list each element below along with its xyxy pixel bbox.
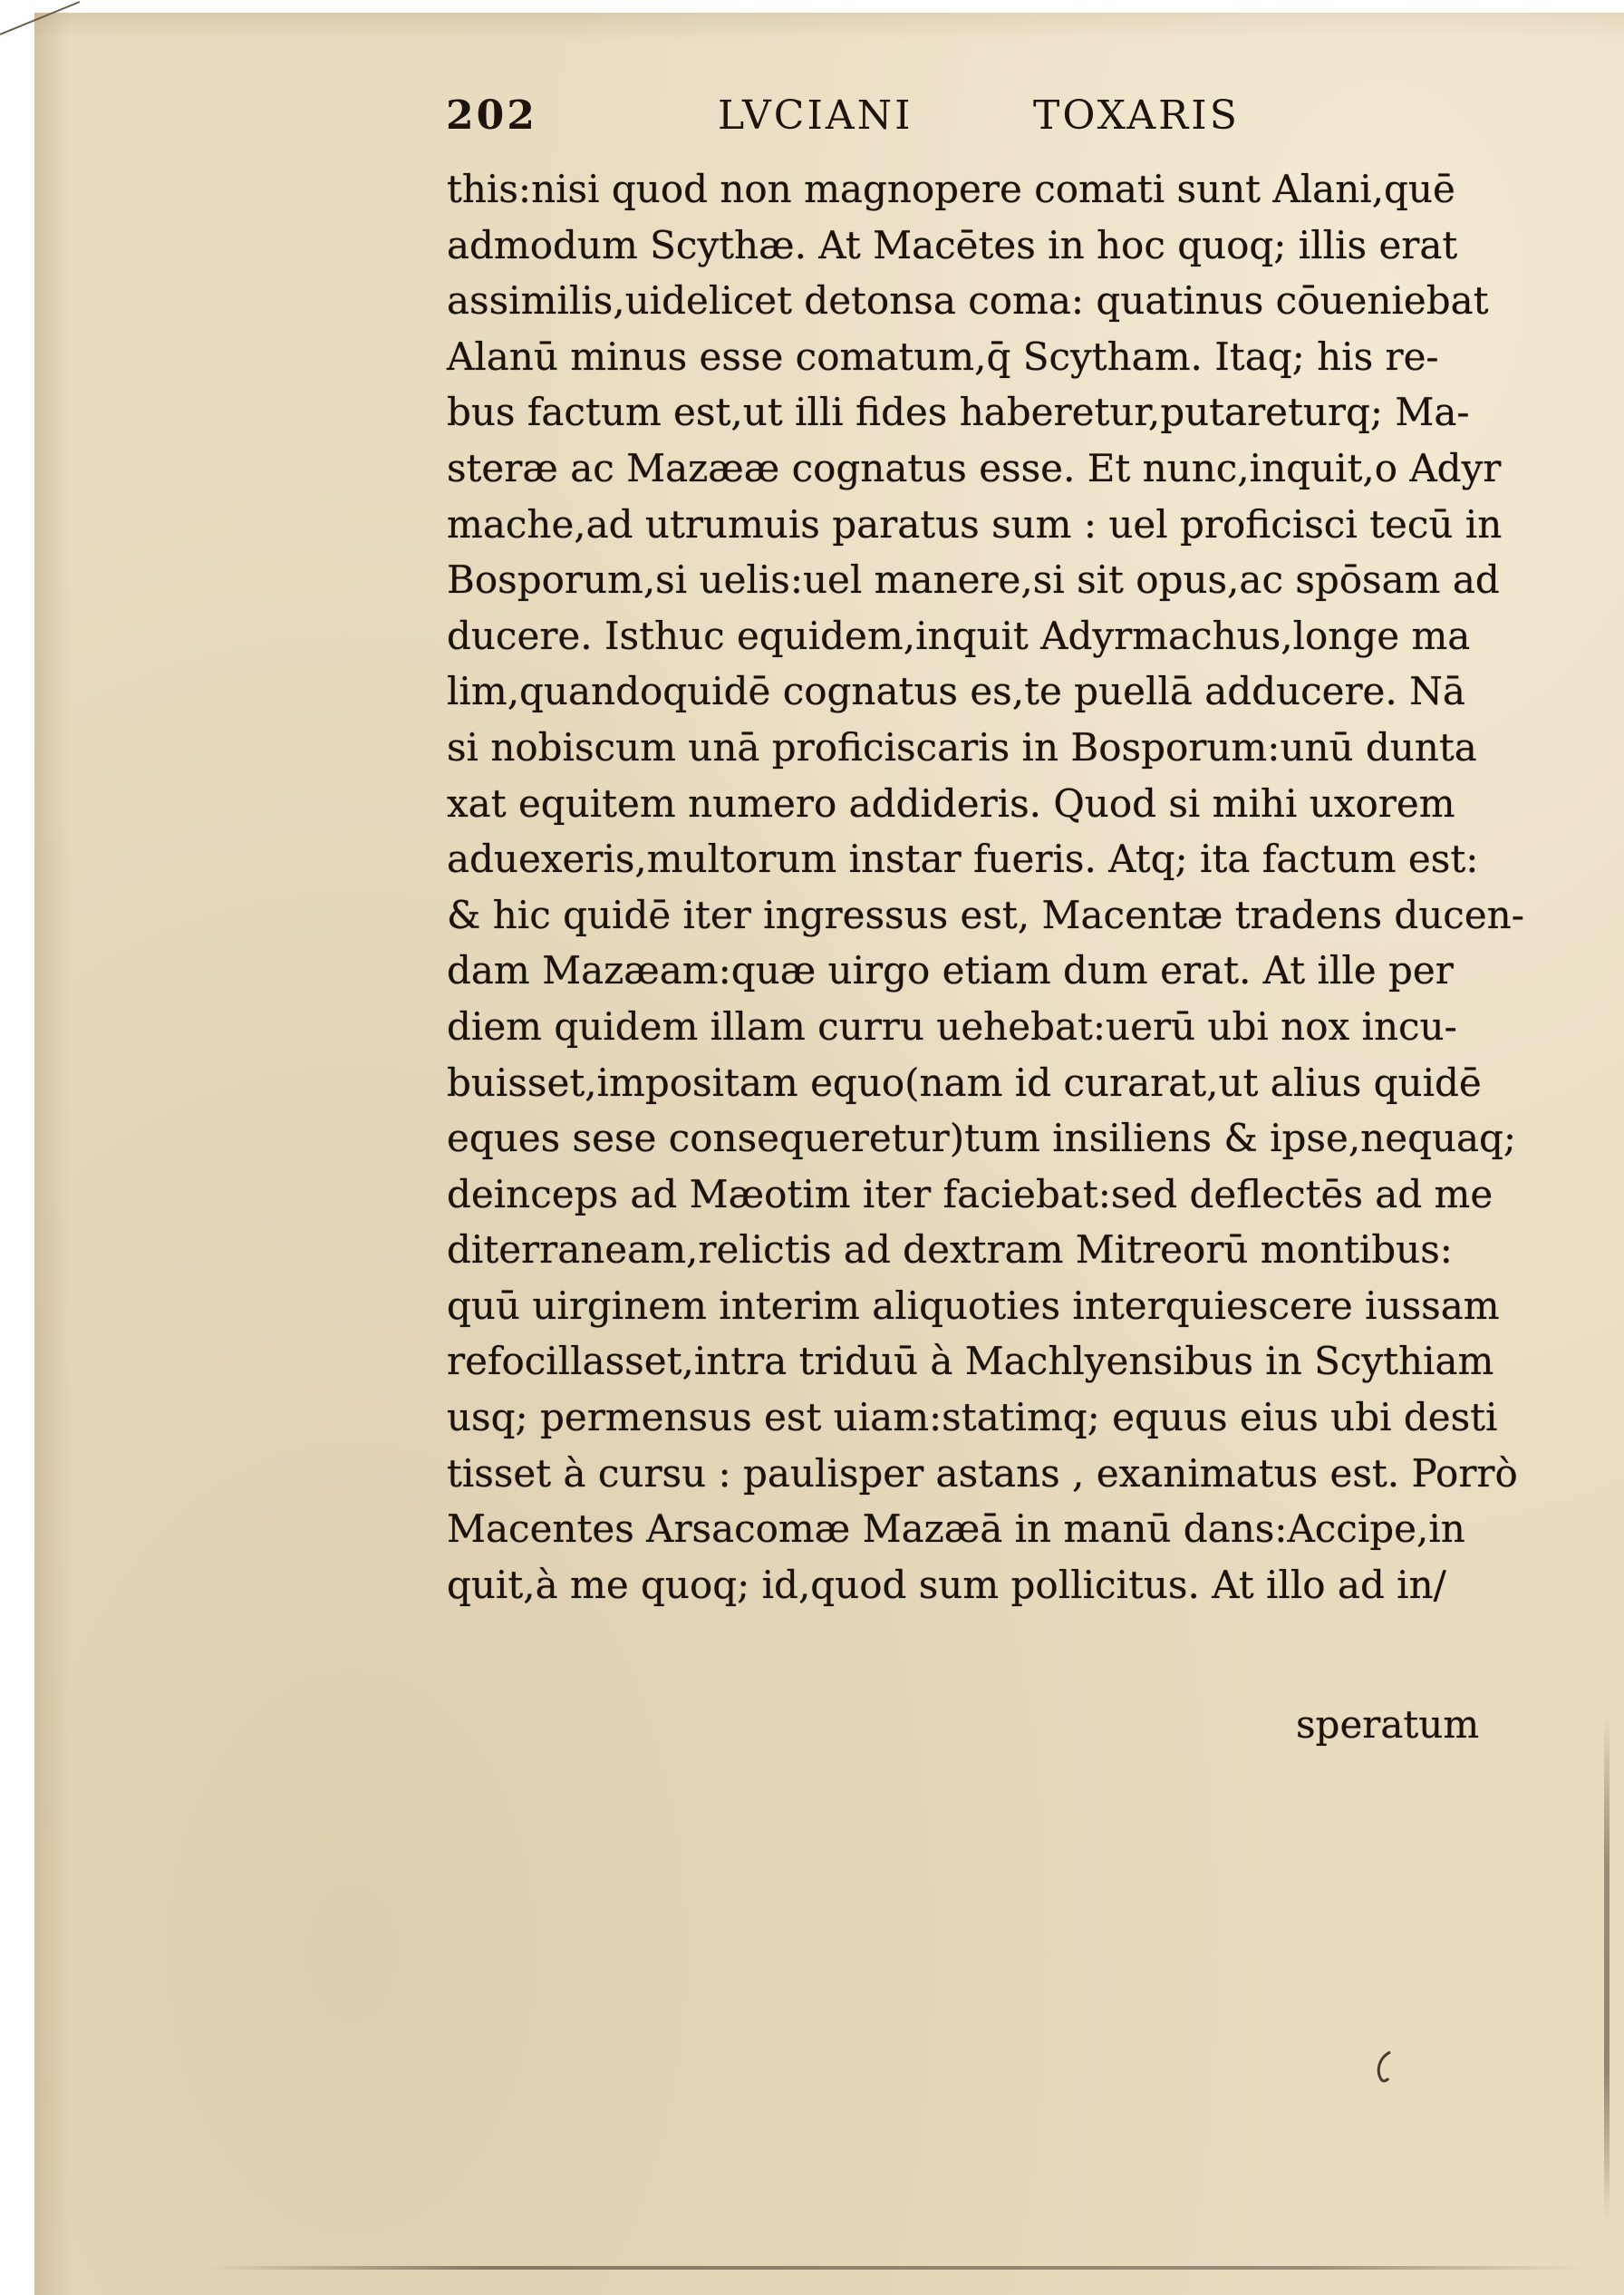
text-line: diem quidem illam curru uehebat:uerū ubi nox incu- (447, 1003, 1457, 1049)
text-line: assimilis,uidelicet detonsa coma: quatinus cōueniebat (447, 278, 1489, 324)
text-line: diterraneam,relictis ad dextram Mitreorū montibus: (447, 1227, 1453, 1273)
text-line: refocillasset,intra triduū à Machlyensibus in Scythiam (447, 1339, 1494, 1384)
text-line: quū uirginem interim aliquoties interquiescere iussam (447, 1283, 1500, 1328)
text-line: steræ ac Mazææ cognatus esse. Et nunc,inquit,o Adyr (447, 445, 1502, 490)
text-line: quit,à me quoq; id,quod sum pollicitus. At illo ad in/ (447, 1562, 1446, 1607)
catchword: speratum (1296, 1702, 1480, 1747)
text-line: buisset,impositam equo(nam id curarat,ut alius quidē (447, 1060, 1482, 1105)
running-head-work: TOXARIS (1033, 92, 1240, 139)
text-line: eques sese consequeretur)tum insiliens & ipse,nequaq; (447, 1116, 1517, 1161)
text-line: usq; permensus est uiam:statimq; equus eius ubi desti (447, 1395, 1498, 1440)
text-line: Alanū minus esse comatum,q̄ Scytham. Itaq; his re- (447, 334, 1439, 379)
corner-fold-mark (0, 0, 82, 36)
text-line: tisset à cursu : paulisper astans , exanimatus est. Porrò (447, 1450, 1518, 1496)
text-line: & hic quidē iter ingressus est, Macentæ tradens ducen- (447, 892, 1524, 937)
text-line: admodum Scythæ. At Macētes in hoc quoq; illis erat (447, 222, 1458, 267)
text-line: Macentes Arsacomæ Mazæā in manū dans:Accipe,in (447, 1506, 1465, 1552)
body-text (447, 161, 1524, 1612)
text-line: mache,ad utrumuis paratus sum : uel proficisci tecū in (447, 501, 1503, 547)
text-line: Bosporum,si uelis:uel manere,si sit opus,ac spōsam ad (447, 557, 1500, 603)
page-bottom-edge (208, 2266, 1586, 2270)
text-line: dam Mazæam:quæ uirgo etiam dum erat. At ille per (447, 948, 1454, 993)
text-line: si nobiscum unā proficiscaris in Bosporum:unū dunta (447, 724, 1477, 770)
text-line: ducere. Isthuc equidem,inquit Adyrmachus,longe ma (447, 613, 1471, 658)
text-line: lim,quandoquidē cognatus es,te puellā adducere. Nā (447, 669, 1465, 714)
text-line: xat equitem numero addideris. Quod si mihi uxorem (447, 780, 1455, 826)
page-number: 202 (446, 92, 537, 139)
running-head (446, 92, 1280, 156)
text-line: this:nisi quod non magnopere comati sunt Alani,quē (447, 167, 1455, 211)
text-line: bus factum est,ut illi fides haberetur,putareturq; Ma- (447, 390, 1470, 435)
page-right-edge (1604, 1713, 1610, 2221)
text-line: aduexeris,multorum instar fueris. Atq; ita factum est: (447, 837, 1479, 882)
running-head-author: LVCIANI (718, 92, 914, 139)
ink-mark (1370, 2048, 1397, 2085)
text-line: deinceps ad Mæotim iter faciebat:sed deflectēs ad me (447, 1171, 1494, 1216)
